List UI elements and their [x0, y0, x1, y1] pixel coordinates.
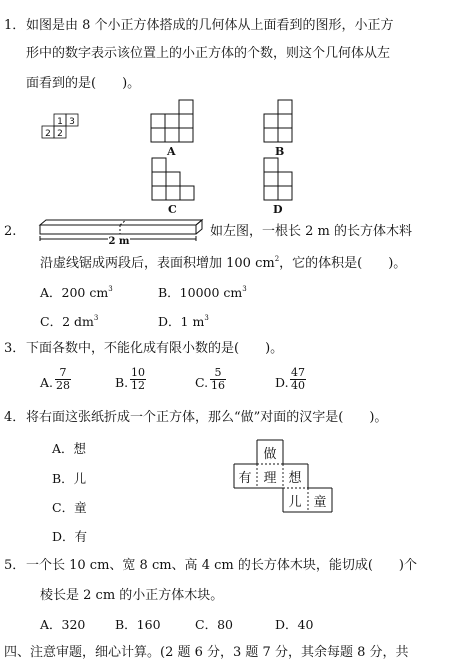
q1-option-c-figure [150, 157, 196, 201]
q2-bar-label: 2 m [108, 236, 130, 247]
q5-option-d[interactable]: D．40 [275, 617, 314, 632]
net-cell-xiang: 想 [288, 471, 302, 486]
q5-option-a[interactable]: A．320 [40, 617, 86, 632]
q1-label-c: C [168, 203, 177, 216]
q4-cube-net [232, 438, 334, 516]
q2-number: 2. [4, 224, 17, 239]
q2-option-a[interactable]: A．200 $cm^3$ [40, 285, 113, 300]
q3-text: 下面各数中，不能化成有限小数的是( )。 [26, 341, 284, 356]
q4-option-b[interactable]: B．儿 [52, 471, 87, 486]
net-cell-zuo: 做 [263, 447, 277, 462]
q4-text: 将右面这张纸折成一个正方体，那么“做”对面的汉字是( )。 [26, 410, 388, 425]
q2-option-b[interactable]: B．10000 $cm^3$ [158, 285, 247, 300]
q1-option-a-figure [149, 99, 195, 143]
q5-option-c[interactable]: C．80 [195, 617, 233, 632]
q3-option-c-fraction[interactable]: $\frac{5}{16}$ [211, 366, 225, 392]
q1-line3: 面看到的是( )。 [26, 76, 141, 91]
q1-line1: 如图是由 8 个小正方体搭成的几何体从上面看到的图形，小正方 [26, 18, 394, 33]
section-4-heading: 四、注意审题，细心计算。(2 题 6 分，3 题 7 分，其余每题 8 分，共 [4, 645, 409, 660]
q3-option-d-letter[interactable]: D. [275, 375, 289, 390]
q1-option-b-figure [262, 99, 294, 143]
q1-label-b: B [275, 145, 285, 158]
q5-line2: 棱长是 2 cm 的小正方体木块。 [40, 588, 224, 603]
q3-option-c-letter[interactable]: C. [195, 375, 209, 390]
grid-num-1: 1 [57, 117, 63, 127]
q4-option-a[interactable]: A．想 [52, 441, 87, 456]
net-cell-tong: 童 [313, 495, 327, 510]
q2-option-d[interactable]: D．1 $m^3$ [158, 314, 209, 329]
grid-num-3: 2 [45, 129, 51, 139]
q4-option-c[interactable]: C．童 [52, 500, 87, 515]
q4-number: 4． [4, 410, 26, 425]
q2-wood-bar-figure [38, 219, 206, 249]
net-cell-li: 理 [263, 471, 277, 486]
grid-num-4: 2 [57, 129, 63, 139]
q1-label-d: D [273, 203, 283, 216]
q5-option-b[interactable]: B．160 [115, 617, 161, 632]
q1-label-a: A [167, 145, 176, 158]
q3-option-a-fraction[interactable]: $\frac{7}{28}$ [56, 366, 70, 392]
q3-option-a-letter[interactable]: A. [40, 375, 54, 390]
q3-option-b-fraction[interactable]: $\frac{10}{12}$ [131, 366, 145, 392]
grid-num-2: 3 [69, 117, 75, 127]
q2-line1: 如左图，一根长 2 m 的长方体木料 [210, 224, 412, 239]
q1-number: 1． [4, 18, 26, 33]
q3-option-d-fraction[interactable]: $\frac{47}{40}$ [291, 366, 305, 392]
q1-line2: 形中的数字表示该位置上的小正方体的个数，则这个几何体从左 [26, 46, 391, 61]
q1-top-view-grid [40, 114, 82, 142]
q3-option-b-letter[interactable]: B. [115, 375, 129, 390]
q2-line2: 沿虚线锯成两段后，表面积增加 100 $cm^2$，它的体积是( )。 [40, 255, 407, 271]
q2-option-c[interactable]: C．2 $dm^3$ [40, 314, 99, 329]
q4-option-d[interactable]: D．有 [52, 529, 88, 544]
net-cell-you: 有 [238, 471, 252, 486]
q5-line1: 一个长 10 cm、宽 8 cm、高 4 cm 的长方体木块，能切成( )个 [26, 558, 417, 573]
q1-option-d-figure [262, 157, 294, 201]
net-cell-er: 儿 [288, 495, 302, 510]
q5-number: 5． [4, 558, 26, 573]
q3-number: 3． [4, 341, 26, 356]
